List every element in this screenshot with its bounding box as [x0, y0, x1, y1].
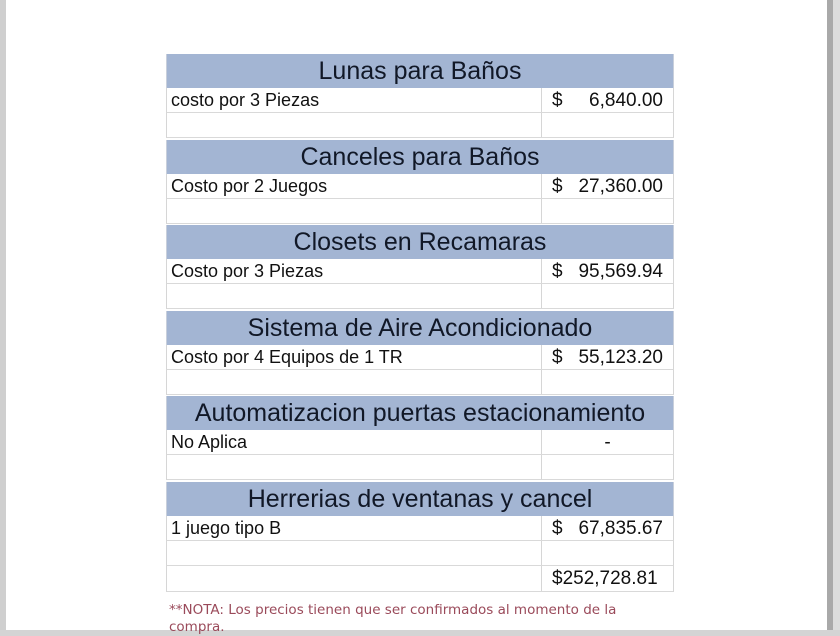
blank-cell [167, 284, 542, 308]
price-note: **NOTA: Los precios tienen que ser confirmados al momento de la compra. [169, 602, 617, 635]
section-header: Closets en Recamaras [166, 225, 674, 259]
cost-row [166, 259, 674, 284]
item-description: Costo por 4 Equipos de 1 TR [167, 345, 542, 369]
section-header: Automatizacion puertas estacionamiento [166, 396, 674, 430]
section-header: Herrerias de ventanas y cancel [166, 482, 674, 516]
blank-cell [167, 113, 542, 137]
blank-cell [542, 370, 673, 394]
amount-value: 67,835.67 [578, 517, 663, 539]
section-canceles [166, 140, 674, 226]
item-amount [542, 516, 673, 540]
blank-cell [167, 370, 542, 394]
item-description: No Aplica [167, 430, 542, 454]
total-row [166, 566, 674, 592]
item-description: costo por 3 Piezas [167, 88, 542, 112]
blank-cell [167, 455, 542, 479]
cost-row [166, 88, 674, 113]
cost-row [166, 174, 674, 199]
section-closets [166, 225, 674, 311]
blank-row [166, 370, 674, 395]
section-header: Canceles para Baños [166, 140, 674, 174]
blank-row [166, 113, 674, 138]
item-amount [542, 88, 673, 112]
cost-row [166, 345, 674, 370]
section-herrerias [166, 482, 674, 592]
amount-value: 27,360.00 [578, 175, 663, 197]
currency-symbol: $ [552, 346, 563, 368]
amount-value: 6,840.00 [589, 90, 663, 111]
section-aire [166, 311, 674, 397]
item-description: Costo por 3 Piezas [167, 259, 542, 283]
section-header: Sistema de Aire Acondicionado [166, 311, 674, 345]
blank-cell [542, 541, 673, 565]
total-amount: $252,728.81 [552, 567, 658, 589]
section-automatizacion [166, 396, 674, 482]
blank-row [166, 455, 674, 480]
amount-value: 95,569.94 [578, 261, 663, 283]
item-description: Costo por 2 Juegos [167, 174, 542, 198]
cost-table [166, 54, 674, 592]
section-lunas [166, 54, 674, 140]
not-applicable-dash: - [604, 432, 611, 454]
currency-symbol: $ [552, 261, 563, 283]
section-header: Lunas para Baños [166, 54, 674, 88]
currency-symbol: $ [552, 90, 563, 111]
blank-cell [542, 284, 673, 308]
viewer-right-margin [833, 0, 840, 630]
blank-cell [167, 541, 542, 565]
blank-row [166, 541, 674, 566]
blank-cell [542, 455, 673, 479]
blank-cell [167, 199, 542, 223]
item-description: 1 juego tipo B [167, 516, 542, 540]
cost-row [166, 516, 674, 541]
currency-symbol: $ [552, 175, 563, 197]
blank-cell [167, 566, 542, 591]
item-amount [542, 430, 673, 454]
blank-row [166, 199, 674, 224]
item-amount [542, 174, 673, 198]
blank-cell [542, 199, 673, 223]
blank-cell [542, 113, 673, 137]
item-amount [542, 345, 673, 369]
item-amount [542, 259, 673, 283]
amount-value: 55,123.20 [578, 346, 663, 368]
blank-row [166, 284, 674, 309]
currency-symbol: $ [552, 517, 563, 539]
cost-row [166, 430, 674, 455]
